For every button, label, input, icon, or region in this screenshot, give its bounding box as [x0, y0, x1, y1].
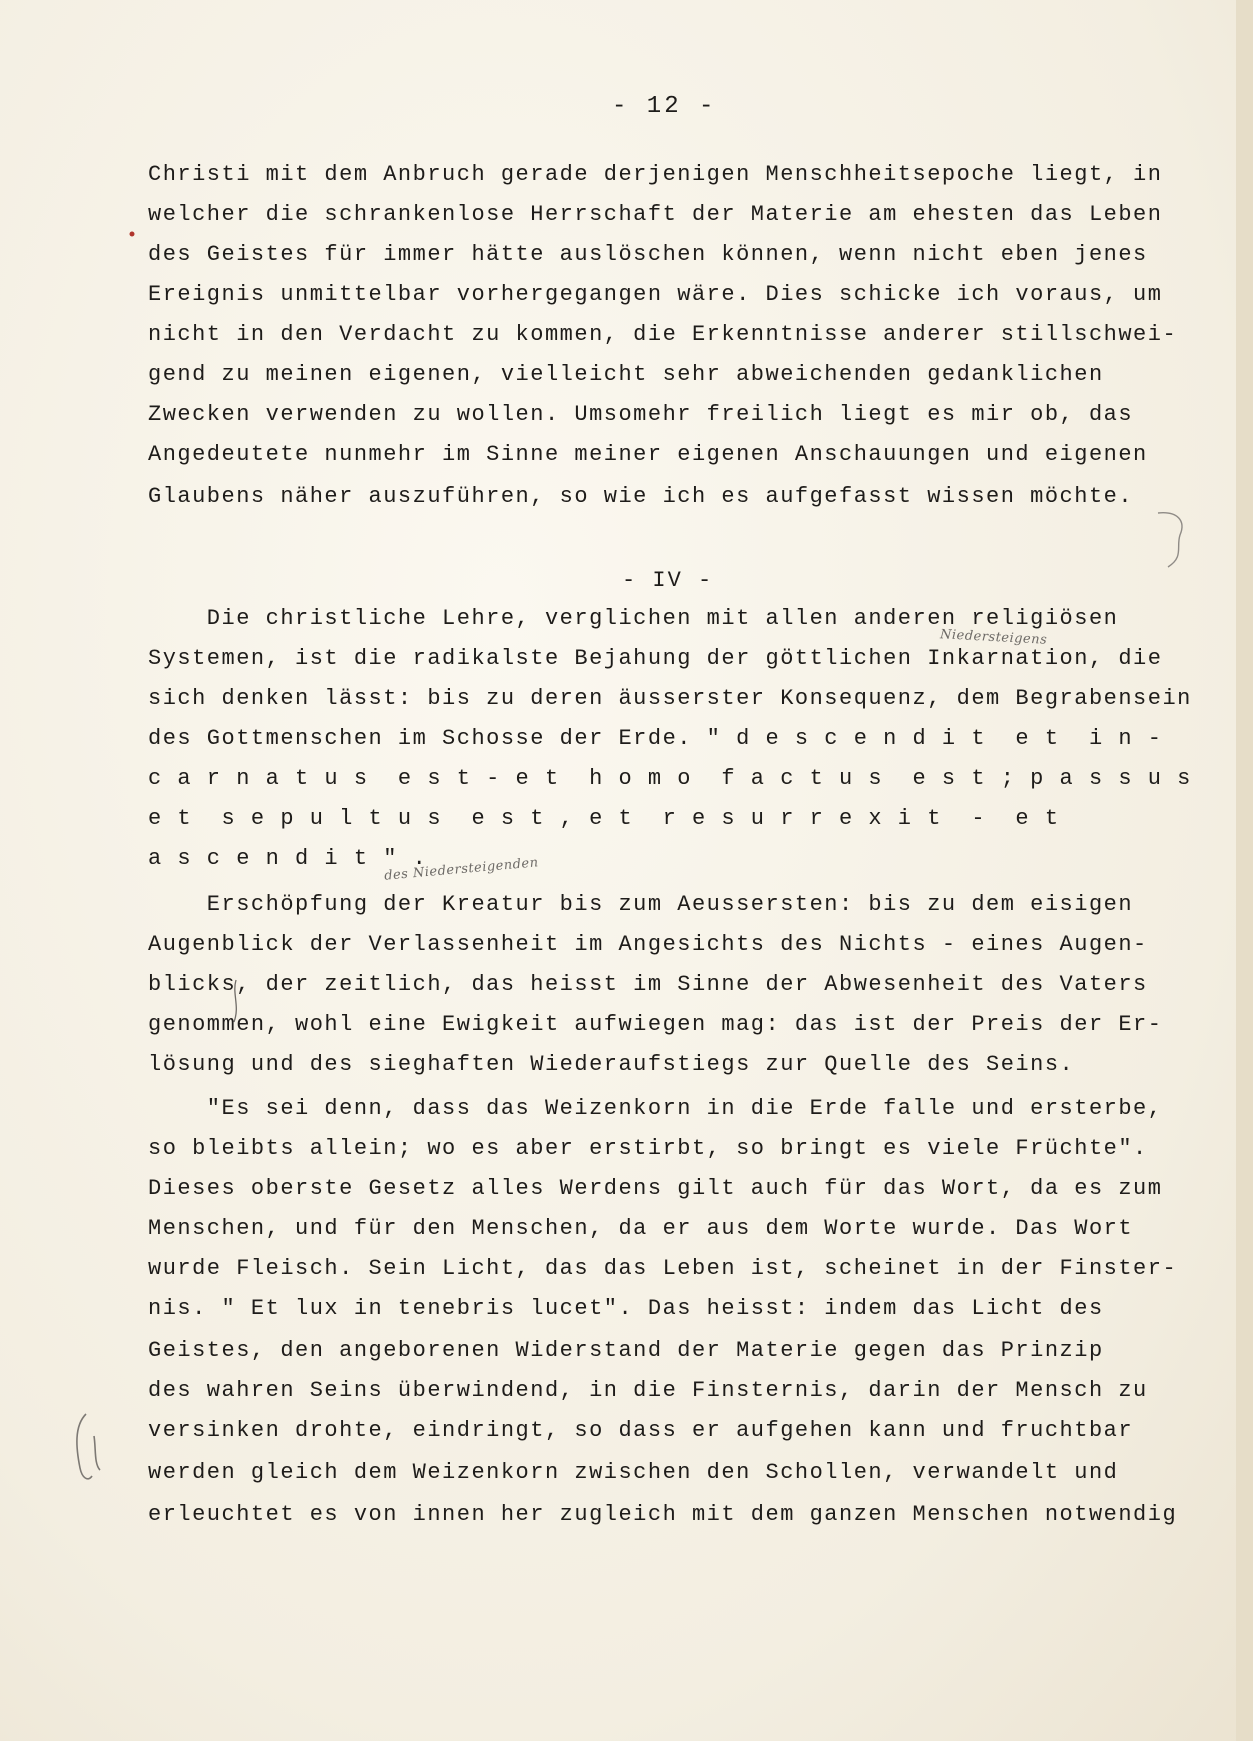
text-line: e t s e p u l t u s e s t , e t r e s u r r e x i t - e t [148, 806, 1060, 831]
text-line: Geistes, den angeborenen Widerstand der Materie gegen das Prinzip [148, 1338, 1104, 1363]
section-heading: - IV - [622, 568, 714, 593]
text-line: werden gleich dem Weizenkorn zwischen den Schollen, verwandelt und [148, 1460, 1119, 1485]
pencil-correction-mark [226, 976, 246, 1026]
pencil-margin-mark [66, 1408, 106, 1488]
text-line: Erschöpfung der Kreatur bis zum Aeussersten: bis zu dem eisigen [148, 892, 1134, 917]
text-line: nicht in den Verdacht zu kommen, die Erkenntnisse anderer stillschwei- [148, 322, 1178, 347]
text-line: c a r n a t u s e s t - e t h o m o f a c t u s e s t ; p a s s u s [148, 766, 1192, 791]
text-line: Ereignis unmittelbar vorhergegangen wäre. Dies schicke ich voraus, um [148, 282, 1163, 307]
text-line: a s c e n d i t " . [148, 846, 428, 871]
text-line: lösung und des sieghaften Wiederaufstiegs zur Quelle des Seins. [148, 1052, 1075, 1077]
text-line: welcher die schrankenlose Herrschaft der Materie am ehesten das Leben [148, 202, 1163, 227]
text-line: "Es sei denn, dass das Weizenkorn in die Erde falle und ersterbe, [148, 1096, 1163, 1121]
text-line: des Gottmenschen im Schosse der Erde. " d e s c e n d i t e t i n - [148, 726, 1163, 751]
text-line: Glaubens näher auszuführen, so wie ich es aufgefasst wissen möchte. [148, 484, 1134, 509]
text-line: Systemen, ist die radikalste Bejahung der göttlichen Inkarnation, die [148, 646, 1163, 671]
text-line: sich denken lässt: bis zu deren äusserster Konsequenz, dem Begrabensein [148, 686, 1192, 711]
pencil-bracket-mark [1150, 505, 1200, 575]
text-line: versinken drohte, eindringt, so dass er aufgehen kann und fruchtbar [148, 1418, 1134, 1443]
text-line: gend zu meinen eigenen, vielleicht sehr abweichenden gedanklichen [148, 362, 1104, 387]
page-edge [1236, 0, 1253, 1741]
text-line: Angedeutete nunmehr im Sinne meiner eigenen Anschauungen und eigenen [148, 442, 1148, 467]
red-dot-mark [128, 230, 136, 238]
text-line: Zwecken verwenden zu wollen. Umsomehr freilich liegt es mir ob, das [148, 402, 1134, 427]
text-line: Christi mit dem Anbruch gerade derjenigen Menschheitsepoche liegt, in [148, 162, 1163, 187]
text-line: genommen, wohl eine Ewigkeit aufwiegen mag: das ist der Preis der Er- [148, 1012, 1163, 1037]
text-line: nis. " Et lux in tenebris lucet". Das heisst: indem das Licht des [148, 1296, 1104, 1321]
text-line: erleuchtet es von innen her zugleich mit dem ganzen Menschen notwendig [148, 1502, 1178, 1527]
text-line: Dieses oberste Gesetz alles Werdens gilt auch für das Wort, da es zum [148, 1176, 1163, 1201]
page-number: - 12 - [612, 93, 717, 120]
text-line: blicks, der zeitlich, das heisst im Sinne der Abwesenheit des Vaters [148, 972, 1148, 997]
text-line: des Geistes für immer hätte auslöschen können, wenn nicht eben jenes [148, 242, 1148, 267]
handwritten-annotation: Niedersteigens [939, 627, 1048, 648]
handwritten-annotation: des Niedersteigenden [383, 855, 540, 884]
text-line: Die christliche Lehre, verglichen mit allen anderen religiösen [148, 606, 1119, 631]
text-line: des wahren Seins überwindend, in die Finsternis, darin der Mensch zu [148, 1378, 1148, 1403]
text-line: wurde Fleisch. Sein Licht, das das Leben ist, scheinet in der Finster- [148, 1256, 1178, 1281]
text-line: so bleibts allein; wo es aber erstirbt, so bringt es viele Früchte". [148, 1136, 1148, 1161]
text-line: Augenblick der Verlassenheit im Angesichts des Nichts - eines Augen- [148, 932, 1148, 957]
text-line: Menschen, und für den Menschen, da er aus dem Worte wurde. Das Wort [148, 1216, 1134, 1241]
